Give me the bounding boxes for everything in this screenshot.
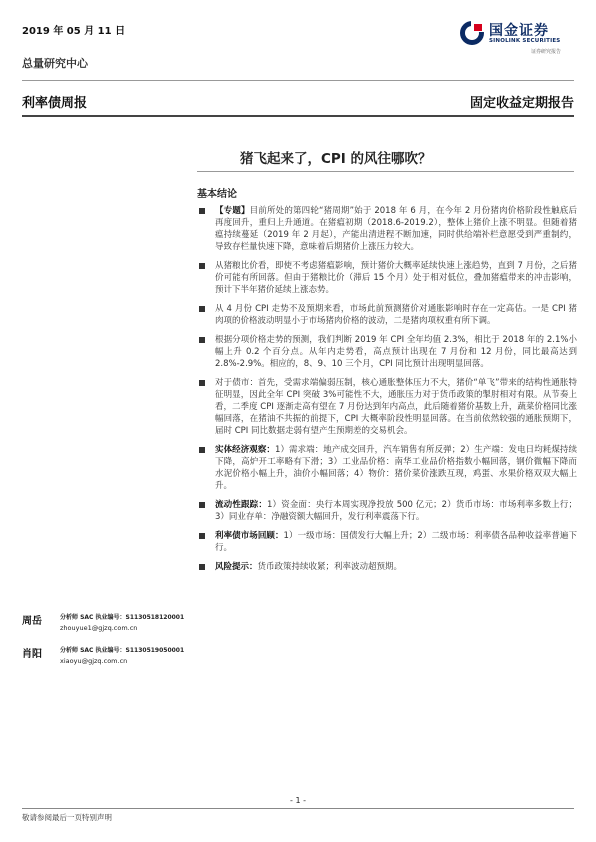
list-item	[197, 499, 577, 523]
bullet-lead: 【专题】	[215, 206, 250, 216]
bullet-text: 根据分项价格走势的预测，我们判断 2019 年 CPI 全年均值 2.3%，相比于 2018 年的 2.1%小幅上升 0.2 个百分点。从年内走势看，高点预计出现在 7 月份和 12 月份，同比最高达到 2.8%-2.9%。相应的，8、9、10 三个月，CPI 同比预计出现明显回落。	[215, 335, 577, 369]
analyst-name: 周岳	[22, 616, 42, 627]
bullet-text: 1）需求端：地产成交回升，汽车销售有所反弹；2）生产端：发电日均耗煤持续下降，高炉开工率略有下滑；3）工业品价格：南华工业品价格指数小幅回落，钢价微幅下降而水泥价格小幅上升，油价小幅回落；4）物价：猪价菜价涨跌互现，鸡蛋、水果价格双双大幅上升。	[215, 445, 577, 491]
list-item	[197, 334, 577, 370]
company-logo	[459, 18, 574, 58]
list-item	[197, 530, 577, 554]
bullet-text: 对于债市：首先，受需求端偏弱压制，核心通胀整体压力不大，猪价“单飞”带来的结构性通胀特征明显，因此全年 CPI 突破 3%可能性不大，通胀压力对于货币政策的掣肘相对有限。从节奏上看，二季度 CPI 逐渐走高有望在 7 月份达到年内高点，此后随着猪价基数上升，蔬菜价格同比涨幅回落，在猪油不共振的前提下，CPI 大概率阶段性明显回落。在当前依然较强的通胀预期下，届时 CPI 同比数据走弱有望产生预期差的交易机会。	[215, 378, 577, 436]
header-divider-thick	[22, 115, 574, 117]
report-title: 猪飞起来了，CPI 的风往哪吹？	[240, 151, 432, 167]
bullet-square-icon	[199, 306, 205, 312]
bullet-square-icon	[199, 337, 205, 343]
analyst-name: 肖阳	[22, 649, 42, 660]
analyst-cert: 分析师 SAC 执业编号：S1130519050001	[60, 647, 185, 654]
bullet-square-icon	[199, 208, 205, 214]
logo-subtitle: 证券研究报告	[531, 49, 562, 55]
logo-name-en: SINOLINK SECURITIES	[489, 38, 561, 44]
conclusion-list	[197, 205, 577, 580]
list-item	[197, 260, 577, 296]
list-item	[197, 561, 577, 573]
analyst-entry	[22, 645, 192, 673]
list-item	[197, 444, 577, 492]
list-item	[197, 205, 577, 253]
bullet-text: 1）一级市场：国债发行大幅上升；2）二级市场：利率债各品种收益率普遍下行。	[215, 531, 577, 553]
analyst-list	[22, 612, 192, 678]
analyst-email[interactable]: xiaoyu@gjzq.com.cn	[60, 657, 128, 665]
bullet-text: 货币政策持续收紧；利率波动超预期。	[257, 562, 403, 572]
bullet-square-icon	[199, 380, 205, 386]
bullet-lead: 实体经济观察：	[215, 445, 275, 455]
section-heading: 基本结论	[197, 189, 237, 200]
list-item	[197, 377, 577, 437]
bullet-text: 从 4 月份 CPI 走势不及预期来看，市场此前预测猪价对通胀影响时存在一定高估。一是 CPI 猪肉项的价格波动明显小于市场猪肉价格的波动，二是猪肉项权重有所下调。	[215, 304, 577, 326]
footer-divider	[22, 808, 574, 809]
bullet-text: 1）资金面：央行本周实现净投放 500 亿元；2）货币市场：市场利率多数上行；3）同业存单：净融资额大幅回升，发行利率震荡下行。	[215, 500, 577, 522]
header-divider	[22, 80, 574, 81]
bullet-lead: 利率债市场回顾：	[215, 531, 284, 541]
analyst-email[interactable]: zhouyue1@gjzq.com.cn	[60, 624, 138, 632]
bullet-square-icon	[199, 447, 205, 453]
report-category: 固定收益定期报告	[469, 96, 574, 111]
bullet-square-icon	[199, 564, 205, 570]
report-type: 利率债周报	[22, 96, 88, 111]
bullet-square-icon	[199, 533, 205, 539]
bullet-lead: 风险提示：	[215, 562, 258, 572]
bullet-lead: 流动性跟踪：	[215, 500, 267, 510]
bullet-square-icon	[199, 502, 205, 508]
logo-name-cn: 国金证券	[489, 23, 549, 39]
footer-disclaimer: 敬请参阅最后一页特别声明	[22, 813, 112, 822]
bullet-text: 从猪粮比价看，即使不考虑猪瘟影响，预计猪价大概率延续快速上涨趋势，直到 7 月份，之后猪价可能有所回落。但由于猪粮比价（滞后 15 个月）处于相对低位，叠加猪瘟带来的冲击影响，预计下半年猪价延续上涨态势。	[215, 261, 577, 295]
bullet-text: 目前所处的第四轮“猪周期”始于 2018 年 6 月，在今年 2 月份猪肉价格阶段性触底后再度回升，重归上升通道。在猪瘟初期（2018.6-2019.2），整体上猪价上涨不明显。但随着猪瘟持续蔓延（2019 年 2 月起），产能出清进程不断加速，同时供给端补栏意愿受到严重制约，导致存栏量快速下降，意味着后期猪价上涨压力较大。	[215, 206, 577, 252]
research-center: 总量研究中心	[22, 57, 88, 70]
title-divider	[197, 171, 574, 172]
analyst-entry	[22, 612, 192, 640]
bullet-square-icon	[199, 263, 205, 269]
sinolink-logo-icon	[459, 20, 485, 46]
page-number: - 1 -	[290, 796, 306, 805]
analyst-cert: 分析师 SAC 执业编号：S1130518120001	[60, 614, 185, 621]
report-date: 2019 年 05 月 11 日	[22, 26, 126, 37]
list-item	[197, 303, 577, 327]
